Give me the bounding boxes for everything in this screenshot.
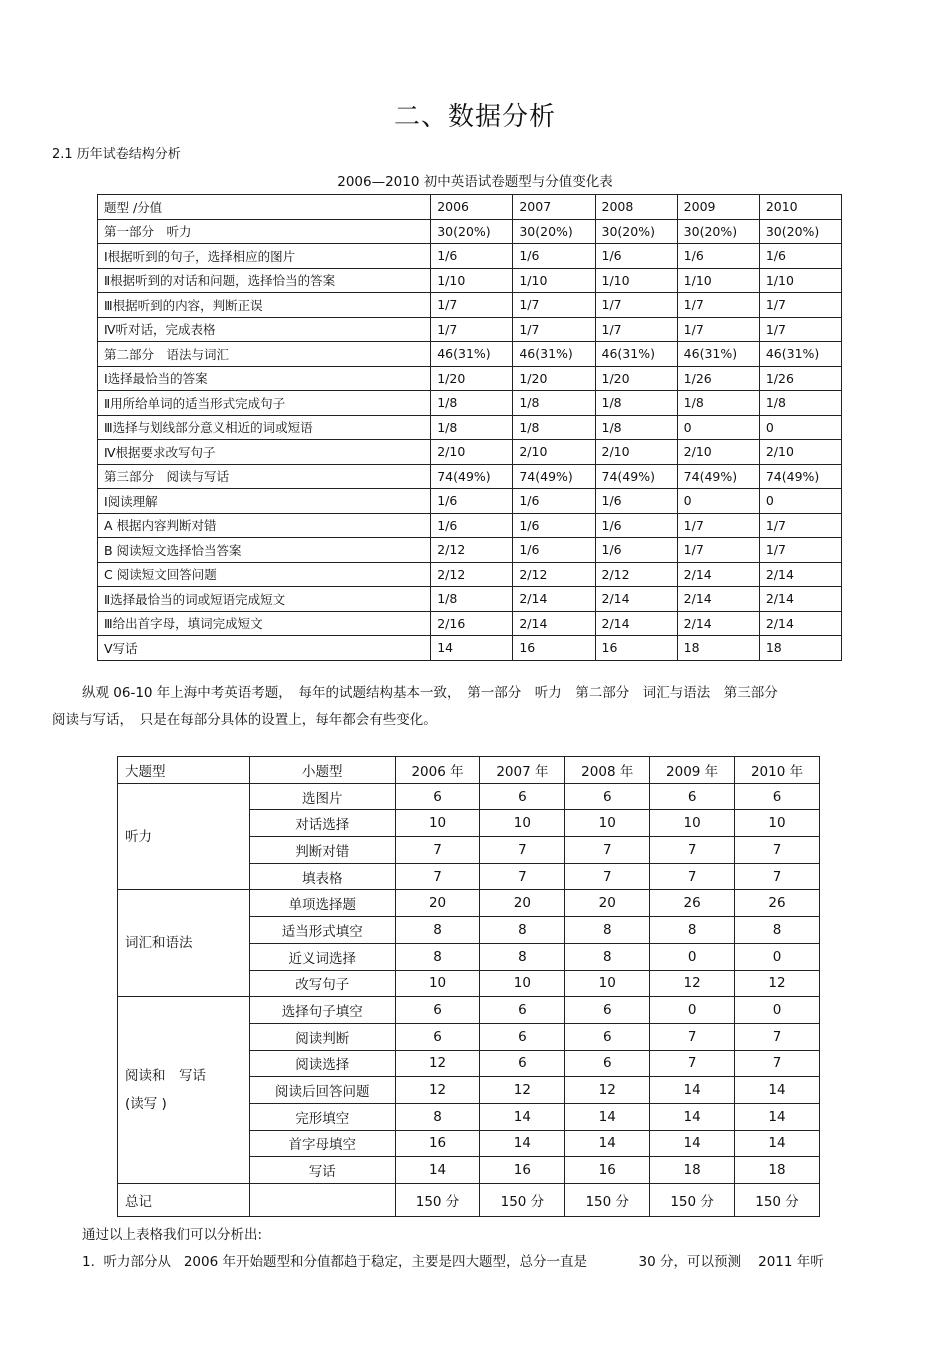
table-row: [98, 415, 842, 440]
conclusion-point-1: 1. 听力部分从 2006 年开始题型和分值都趋于稳定，主要是四大题型，总分一直是 30 分，可以预测 2011 年听: [82, 1254, 824, 1270]
subtype-cell: 写话: [249, 1157, 395, 1184]
score-cell: 18: [650, 1157, 735, 1184]
total-cell: 150 分: [480, 1184, 565, 1217]
value-cell: 1/10: [677, 268, 759, 293]
value-cell: 2/14: [595, 587, 677, 612]
value-cell: 1/6: [759, 244, 841, 269]
value-cell: 1/7: [759, 317, 841, 342]
value-cell: 1/6: [431, 513, 513, 538]
value-cell: 74(49%): [431, 464, 513, 489]
score-cell: 18: [735, 1157, 820, 1184]
table-row: [98, 342, 842, 367]
value-cell: 74(49%): [595, 464, 677, 489]
value-cell: 1/20: [513, 366, 595, 391]
header-cell: 大题型: [118, 757, 250, 784]
score-cell: 12: [395, 1077, 480, 1104]
score-cell: 8: [480, 943, 565, 970]
table-row: [98, 195, 842, 220]
total-cell: 150 分: [395, 1184, 480, 1217]
score-cell: 7: [395, 863, 480, 890]
section-heading: 2.1 历年试卷结构分析: [52, 147, 181, 162]
subtype-cell: 近义词选择: [249, 943, 395, 970]
value-cell: 1/6: [677, 244, 759, 269]
row-label-cell: Ⅰ阅读理解: [98, 489, 431, 514]
value-cell: 1/26: [759, 366, 841, 391]
total-row: [118, 1184, 820, 1217]
value-cell: 1/6: [431, 244, 513, 269]
conclusion-intro: 通过以上表格我们可以分析出:: [82, 1227, 263, 1243]
score-cell: 8: [395, 943, 480, 970]
table-row: [98, 317, 842, 342]
value-cell: 46(31%): [677, 342, 759, 367]
row-label-cell: 第三部分 阅读与写话: [98, 464, 431, 489]
category-cell: [118, 890, 250, 997]
score-cell: 16: [565, 1157, 650, 1184]
table-row: [98, 562, 842, 587]
value-cell: 30(20%): [759, 219, 841, 244]
value-cell: 46(31%): [759, 342, 841, 367]
score-cell: 0: [735, 943, 820, 970]
table-row: [98, 538, 842, 563]
value-cell: 1/8: [513, 391, 595, 416]
value-cell: 1/7: [513, 293, 595, 318]
subtype-cell: 完形填空: [249, 1103, 395, 1130]
value-cell: 1/6: [595, 513, 677, 538]
score-cell: 7: [735, 1050, 820, 1077]
value-cell: 1/6: [595, 244, 677, 269]
value-cell: 2006: [431, 195, 513, 220]
score-cell: 10: [480, 810, 565, 837]
score-cell: 14: [395, 1157, 480, 1184]
value-cell: 1/8: [431, 587, 513, 612]
table-row: [118, 890, 820, 917]
value-cell: 1/7: [513, 317, 595, 342]
table-header-row: [118, 757, 820, 784]
subtype-cell: 改写句子: [249, 970, 395, 997]
subtype-cell: 填表格: [249, 863, 395, 890]
category-cell: [118, 997, 250, 1184]
table-row: [98, 244, 842, 269]
value-cell: 1/8: [677, 391, 759, 416]
value-cell: 1/6: [595, 489, 677, 514]
value-cell: 1/6: [431, 489, 513, 514]
score-cell: 6: [480, 1050, 565, 1077]
value-cell: 2/14: [677, 587, 759, 612]
score-cell: 7: [565, 837, 650, 864]
value-cell: 18: [677, 636, 759, 661]
table-row: [98, 268, 842, 293]
value-cell: 2008: [595, 195, 677, 220]
score-cell: 10: [480, 970, 565, 997]
paragraph-line: 纵观 06-10 年上海中考英语考题， 每年的试题结构基本一致， 第一部分 听力 第二部分 词汇与语法 第三部分: [82, 685, 778, 701]
value-cell: 2/14: [513, 611, 595, 636]
value-cell: 30(20%): [677, 219, 759, 244]
score-cell: 14: [565, 1103, 650, 1130]
score-cell: 20: [480, 890, 565, 917]
value-cell: 74(49%): [677, 464, 759, 489]
value-cell: 2/10: [431, 440, 513, 465]
value-cell: 1/6: [513, 489, 595, 514]
row-label-cell: Ⅰ选择最恰当的答案: [98, 366, 431, 391]
value-cell: 1/10: [595, 268, 677, 293]
value-cell: 2/10: [677, 440, 759, 465]
value-cell: 1/10: [759, 268, 841, 293]
table-row: [98, 440, 842, 465]
subtype-cell: 选择句子填空: [249, 997, 395, 1024]
score-cell: 10: [395, 970, 480, 997]
total-cell: [249, 1184, 395, 1217]
row-label-cell: Ⅱ用所给单词的适当形式完成句子: [98, 391, 431, 416]
total-cell: 150 分: [735, 1184, 820, 1217]
value-cell: 0: [759, 415, 841, 440]
value-cell: 16: [595, 636, 677, 661]
value-cell: 2010: [759, 195, 841, 220]
value-cell: 1/8: [431, 391, 513, 416]
value-cell: 0: [759, 489, 841, 514]
score-cell: 26: [735, 890, 820, 917]
score-cell: 7: [735, 1023, 820, 1050]
table-row: [98, 611, 842, 636]
value-cell: 2/14: [759, 611, 841, 636]
row-label-cell: Ⅱ选择最恰当的词或短语完成短文: [98, 587, 431, 612]
value-cell: 1/7: [431, 293, 513, 318]
value-cell: 18: [759, 636, 841, 661]
value-cell: 1/6: [513, 513, 595, 538]
value-cell: 1/7: [759, 513, 841, 538]
value-cell: 2/10: [513, 440, 595, 465]
row-label-cell: Ⅳ根据要求改写句子: [98, 440, 431, 465]
value-cell: 30(20%): [513, 219, 595, 244]
value-cell: 74(49%): [513, 464, 595, 489]
score-cell: 8: [735, 917, 820, 944]
value-cell: 2/14: [513, 587, 595, 612]
subtype-cell: 对话选择: [249, 810, 395, 837]
value-cell: 1/8: [431, 415, 513, 440]
value-cell: 1/8: [513, 415, 595, 440]
score-cell: 7: [735, 837, 820, 864]
score-cell: 0: [650, 997, 735, 1024]
header-cell: 2008 年: [565, 757, 650, 784]
row-label-cell: Ⅲ给出首字母，填词完成短文: [98, 611, 431, 636]
score-cell: 14: [565, 1130, 650, 1157]
value-cell: 1/6: [595, 538, 677, 563]
subtype-cell: 单项选择题: [249, 890, 395, 917]
score-cell: 7: [395, 837, 480, 864]
score-cell: 7: [565, 863, 650, 890]
score-cell: 8: [395, 1103, 480, 1130]
row-label-cell: Ⅲ选择与划线部分意义相近的词或短语: [98, 415, 431, 440]
value-cell: 16: [513, 636, 595, 661]
score-cell: 8: [395, 917, 480, 944]
score-cell: 14: [735, 1130, 820, 1157]
value-cell: 1/10: [513, 268, 595, 293]
value-cell: 14: [431, 636, 513, 661]
score-cell: 10: [650, 810, 735, 837]
row-label-cell: 题型 /分值: [98, 195, 431, 220]
score-cell: 14: [480, 1103, 565, 1130]
score-cell: 12: [650, 970, 735, 997]
table-row: [98, 293, 842, 318]
score-cell: 7: [650, 837, 735, 864]
table-row: [98, 587, 842, 612]
subtype-cell: 首字母填空: [249, 1130, 395, 1157]
value-cell: 30(20%): [595, 219, 677, 244]
value-cell: 2/12: [513, 562, 595, 587]
value-cell: 1/7: [677, 317, 759, 342]
value-cell: 1/8: [595, 415, 677, 440]
table-row: [118, 783, 820, 810]
header-cell: 2010 年: [735, 757, 820, 784]
value-cell: 1/10: [431, 268, 513, 293]
score-cell: 7: [735, 863, 820, 890]
row-label-cell: Ⅰ根据听到的句子，选择相应的图片: [98, 244, 431, 269]
value-cell: 46(31%): [513, 342, 595, 367]
category-name: 阅读和 写话: [125, 1068, 206, 1085]
score-cell: 14: [650, 1077, 735, 1104]
score-cell: 12: [565, 1077, 650, 1104]
subtype-cell: 适当形式填空: [249, 917, 395, 944]
value-cell: 2009: [677, 195, 759, 220]
table-row: [98, 464, 842, 489]
score-cell: 10: [565, 970, 650, 997]
score-cell: 16: [395, 1130, 480, 1157]
score-cell: 20: [565, 890, 650, 917]
value-cell: 2/12: [595, 562, 677, 587]
subtype-cell: 阅读判断: [249, 1023, 395, 1050]
score-cell: 6: [565, 783, 650, 810]
subtype-cell: 选图片: [249, 783, 395, 810]
category-name: 词汇和语法: [125, 935, 193, 952]
category-name: 听力: [125, 828, 152, 845]
score-cell: 10: [565, 810, 650, 837]
row-label-cell: Ⅴ写话: [98, 636, 431, 661]
value-cell: 1/6: [513, 538, 595, 563]
score-cell: 0: [650, 943, 735, 970]
value-cell: 1/7: [759, 538, 841, 563]
category-name-line2: (读写 ): [125, 1096, 167, 1113]
value-cell: 30(20%): [431, 219, 513, 244]
value-cell: 2/10: [595, 440, 677, 465]
category-cell: [118, 783, 250, 890]
table-row: [98, 489, 842, 514]
question-type-table: [117, 756, 820, 1217]
row-label-cell: Ⅲ根据听到的内容，判断正误: [98, 293, 431, 318]
score-structure-table: [97, 194, 842, 661]
page-title: 二、数据分析: [393, 102, 556, 132]
value-cell: 2/10: [759, 440, 841, 465]
header-cell: 小题型: [249, 757, 395, 784]
header-cell: 2006 年: [395, 757, 480, 784]
score-cell: 6: [565, 1023, 650, 1050]
value-cell: 1/8: [759, 391, 841, 416]
score-cell: 7: [650, 1050, 735, 1077]
value-cell: 2/14: [759, 587, 841, 612]
value-cell: 74(49%): [759, 464, 841, 489]
value-cell: 2007: [513, 195, 595, 220]
table-row: [98, 513, 842, 538]
value-cell: 1/7: [759, 293, 841, 318]
row-label-cell: Ⅱ根据听到的对话和问题，选择恰当的答案: [98, 268, 431, 293]
score-cell: 6: [480, 1023, 565, 1050]
score-cell: 12: [395, 1050, 480, 1077]
score-cell: 7: [480, 863, 565, 890]
subtype-cell: 判断对错: [249, 837, 395, 864]
score-cell: 20: [395, 890, 480, 917]
value-cell: 1/7: [677, 513, 759, 538]
value-cell: 46(31%): [431, 342, 513, 367]
value-cell: 1/8: [595, 391, 677, 416]
score-cell: 6: [395, 1023, 480, 1050]
row-label-cell: C 阅读短文回答问题: [98, 562, 431, 587]
score-cell: 0: [735, 997, 820, 1024]
score-cell: 8: [565, 943, 650, 970]
value-cell: 1/7: [677, 538, 759, 563]
score-cell: 6: [480, 783, 565, 810]
row-label-cell: B 阅读短文选择恰当答案: [98, 538, 431, 563]
value-cell: 0: [677, 489, 759, 514]
score-cell: 14: [735, 1077, 820, 1104]
score-cell: 10: [735, 810, 820, 837]
paragraph-line: 阅读与写话， 只是在每部分具体的设置上，每年都会有些变化。: [52, 712, 437, 728]
score-cell: 6: [565, 997, 650, 1024]
value-cell: 1/7: [595, 293, 677, 318]
total-cell: 150 分: [565, 1184, 650, 1217]
value-cell: 1/7: [431, 317, 513, 342]
subtype-cell: 阅读选择: [249, 1050, 395, 1077]
score-cell: 14: [650, 1103, 735, 1130]
value-cell: 1/6: [513, 244, 595, 269]
row-label-cell: Ⅳ听对话，完成表格: [98, 317, 431, 342]
total-cell: 150 分: [650, 1184, 735, 1217]
score-cell: 10: [395, 810, 480, 837]
value-cell: 2/14: [677, 611, 759, 636]
value-cell: 2/12: [431, 538, 513, 563]
score-cell: 12: [735, 970, 820, 997]
table-row: [98, 366, 842, 391]
row-label-cell: 第一部分 听力: [98, 219, 431, 244]
score-cell: 26: [650, 890, 735, 917]
score-cell: 12: [480, 1077, 565, 1104]
value-cell: 1/7: [677, 293, 759, 318]
score-cell: 6: [565, 1050, 650, 1077]
score-cell: 6: [480, 997, 565, 1024]
value-cell: 2/14: [595, 611, 677, 636]
score-cell: 7: [480, 837, 565, 864]
row-label-cell: A 根据内容判断对错: [98, 513, 431, 538]
table1-caption: 2006—2010 初中英语试卷题型与分值变化表: [337, 174, 613, 190]
score-cell: 14: [735, 1103, 820, 1130]
score-cell: 14: [480, 1130, 565, 1157]
value-cell: 1/20: [431, 366, 513, 391]
value-cell: 1/26: [677, 366, 759, 391]
score-cell: 6: [395, 997, 480, 1024]
subtype-cell: 阅读后回答问题: [249, 1077, 395, 1104]
total-cell: 总记: [118, 1184, 250, 1217]
value-cell: 2/14: [759, 562, 841, 587]
value-cell: 46(31%): [595, 342, 677, 367]
score-cell: 6: [395, 783, 480, 810]
score-cell: 8: [480, 917, 565, 944]
analysis-paragraph: [52, 680, 892, 734]
value-cell: 2/12: [431, 562, 513, 587]
value-cell: 2/14: [677, 562, 759, 587]
score-cell: 8: [650, 917, 735, 944]
table-row: [98, 219, 842, 244]
header-cell: 2007 年: [480, 757, 565, 784]
score-cell: 14: [650, 1130, 735, 1157]
row-label-cell: 第二部分 语法与词汇: [98, 342, 431, 367]
score-cell: 6: [735, 783, 820, 810]
header-cell: 2009 年: [650, 757, 735, 784]
score-cell: 7: [650, 863, 735, 890]
value-cell: 0: [677, 415, 759, 440]
value-cell: 1/20: [595, 366, 677, 391]
table-row: [118, 997, 820, 1024]
score-cell: 8: [565, 917, 650, 944]
value-cell: 2/16: [431, 611, 513, 636]
value-cell: 1/7: [595, 317, 677, 342]
score-cell: 7: [650, 1023, 735, 1050]
table-row: [98, 391, 842, 416]
score-cell: 16: [480, 1157, 565, 1184]
table-row: [98, 636, 842, 661]
score-cell: 6: [650, 783, 735, 810]
